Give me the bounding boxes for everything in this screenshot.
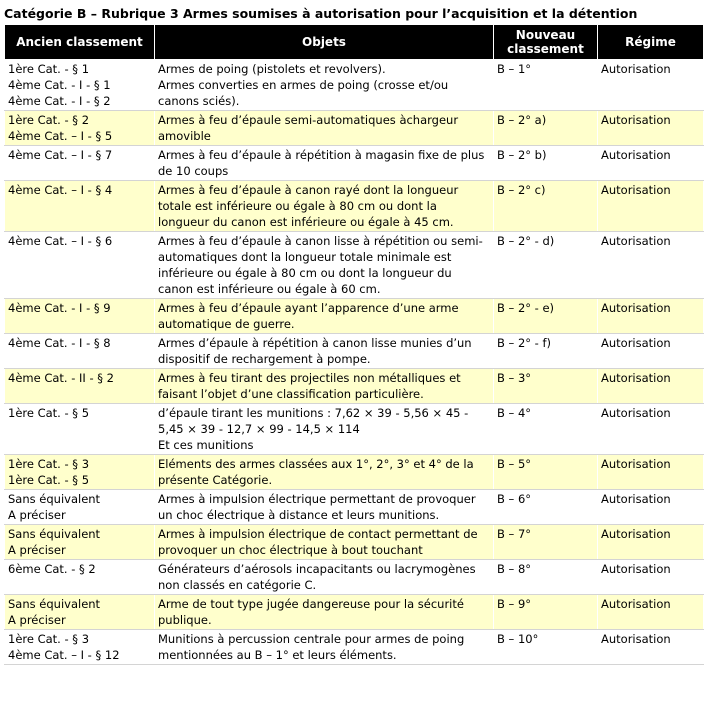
cell-ancien-classement: 4ème Cat. - I - § 9 [5, 299, 155, 334]
cell-regime: Autorisation [598, 404, 704, 455]
cell-ancien-classement: 1ère Cat. - § 1 4ème Cat. - I - § 1 4ème Cat. - I - § 2 [5, 60, 155, 111]
cell-objets: Armes de poing (pistolets et revolvers). Armes converties en armes de poing (crosse et/ou canons sciés). [155, 60, 494, 111]
cell-ancien-classement: Sans équivalent A préciser [5, 490, 155, 525]
table-row [5, 232, 704, 299]
cell-nouveau-classement: B – 4° [494, 404, 598, 455]
cell-nouveau-classement: B – 2° - f) [494, 334, 598, 369]
cell-objets: Armes à feu d’épaule ayant l’apparence d’une arme automatique de guerre. [155, 299, 494, 334]
document-title: Catégorie B – Rubrique 3 Armes soumises à autorisation pour l’acquisition et la détention [4, 6, 638, 21]
cell-nouveau-classement: B – 3° [494, 369, 598, 404]
cell-nouveau-classement: B – 2° - d) [494, 232, 598, 299]
cell-ancien-classement: 1ère Cat. - § 3 1ère Cat. - § 5 [5, 455, 155, 490]
header-regime: Régime [598, 25, 704, 60]
cell-ancien-classement: 1ère Cat. - § 3 4ème Cat. – I - § 12 [5, 630, 155, 665]
cell-ancien-classement: 4ème Cat. – I - § 4 [5, 181, 155, 232]
cell-nouveau-classement: B – 1° [494, 60, 598, 111]
table-row [5, 630, 704, 665]
cell-objets: Armes d’épaule à répétition à canon lisse munies d’un dispositif de rechargement à pompe. [155, 334, 494, 369]
cell-nouveau-classement: B – 2° - e) [494, 299, 598, 334]
cell-nouveau-classement: B – 10° [494, 630, 598, 665]
table-row [5, 560, 704, 595]
header-nouveau-classement: Nouveau classement [494, 25, 598, 60]
table-row [5, 146, 704, 181]
header-objets: Objets [155, 25, 494, 60]
cell-ancien-classement: 4ème Cat. – I - § 7 [5, 146, 155, 181]
cell-objets: Armes à feu d’épaule à répétition à magasin fixe de plus de 10 coups [155, 146, 494, 181]
cell-nouveau-classement: B – 2° b) [494, 146, 598, 181]
table-row [5, 181, 704, 232]
cell-objets: Armes à impulsion électrique permettant de provoquer un choc électrique à distance et leurs munitions. [155, 490, 494, 525]
cell-objets: Munitions à percussion centrale pour armes de poing mentionnées au B – 1° et leurs éléments. [155, 630, 494, 665]
cell-ancien-classement: 4ème Cat. - II - § 2 [5, 369, 155, 404]
table-row [5, 334, 704, 369]
cell-objets: Arme de tout type jugée dangereuse pour la sécurité publique. [155, 595, 494, 630]
cell-nouveau-classement: B – 2° c) [494, 181, 598, 232]
cell-objets: Armes à feu d’épaule à canon rayé dont la longueur totale est inférieure ou égale à 80 cm ou dont la longueur du canon est inférieure ou égale à 45 cm. [155, 181, 494, 232]
table-row [5, 111, 704, 146]
table-row [5, 595, 704, 630]
cell-objets: d’épaule tirant les munitions : 7,62 × 39 - 5,56 × 45 - 5,45 × 39 - 12,7 × 99 - 14,5 × 114 Et ces munitions [155, 404, 494, 455]
cell-objets: Générateurs d’aérosols incapacitants ou lacrymogènes non classés en catégorie C. [155, 560, 494, 595]
cell-regime: Autorisation [598, 334, 704, 369]
cell-nouveau-classement: B – 7° [494, 525, 598, 560]
cell-ancien-classement: Sans équivalent A préciser [5, 525, 155, 560]
table-row [5, 299, 704, 334]
cell-nouveau-classement: B – 9° [494, 595, 598, 630]
cell-regime: Autorisation [598, 560, 704, 595]
cell-regime: Autorisation [598, 232, 704, 299]
table-header [5, 25, 704, 60]
cell-ancien-classement: 1ère Cat. - § 2 4ème Cat. – I - § 5 [5, 111, 155, 146]
cell-regime: Autorisation [598, 111, 704, 146]
header-row [5, 25, 704, 60]
cell-ancien-classement: 4ème Cat. - I - § 8 [5, 334, 155, 369]
cell-regime: Autorisation [598, 60, 704, 111]
cell-nouveau-classement: B – 8° [494, 560, 598, 595]
cell-ancien-classement: 1ère Cat. - § 5 [5, 404, 155, 455]
cell-regime: Autorisation [598, 181, 704, 232]
classification-table [4, 24, 704, 665]
cell-objets: Armes à impulsion électrique de contact permettant de provoquer un choc électrique à bout touchant [155, 525, 494, 560]
cell-regime: Autorisation [598, 146, 704, 181]
cell-regime: Autorisation [598, 299, 704, 334]
cell-ancien-classement: 6ème Cat. - § 2 [5, 560, 155, 595]
cell-regime: Autorisation [598, 455, 704, 490]
cell-objets: Armes à feu d’épaule à canon lisse à répétition ou semi- automatiques dont la longueur totale minimale est inférieure ou égale à 80 cm ou dont la longueur du canon est inférieure ou égale à 60 cm. [155, 232, 494, 299]
cell-ancien-classement: Sans équivalent A préciser [5, 595, 155, 630]
table-row [5, 525, 704, 560]
cell-objets: Armes à feu tirant des projectiles non métalliques et faisant l’objet d’une classification particulière. [155, 369, 494, 404]
table-row [5, 404, 704, 455]
cell-regime: Autorisation [598, 595, 704, 630]
cell-nouveau-classement: B – 6° [494, 490, 598, 525]
header-ancien-classement: Ancien classement [5, 25, 155, 60]
cell-objets: Armes à feu d’épaule semi-automatiques àchargeur amovible [155, 111, 494, 146]
cell-regime: Autorisation [598, 490, 704, 525]
cell-nouveau-classement: B – 5° [494, 455, 598, 490]
cell-regime: Autorisation [598, 630, 704, 665]
cell-objets: Eléments des armes classées aux 1°, 2°, 3° et 4° de la présente Catégorie. [155, 455, 494, 490]
table-row [5, 369, 704, 404]
table-row [5, 60, 704, 111]
cell-regime: Autorisation [598, 369, 704, 404]
cell-nouveau-classement: B – 2° a) [494, 111, 598, 146]
table-row [5, 455, 704, 490]
cell-regime: Autorisation [598, 525, 704, 560]
table-row [5, 490, 704, 525]
table-body [5, 60, 704, 665]
cell-ancien-classement: 4ème Cat. – I - § 6 [5, 232, 155, 299]
